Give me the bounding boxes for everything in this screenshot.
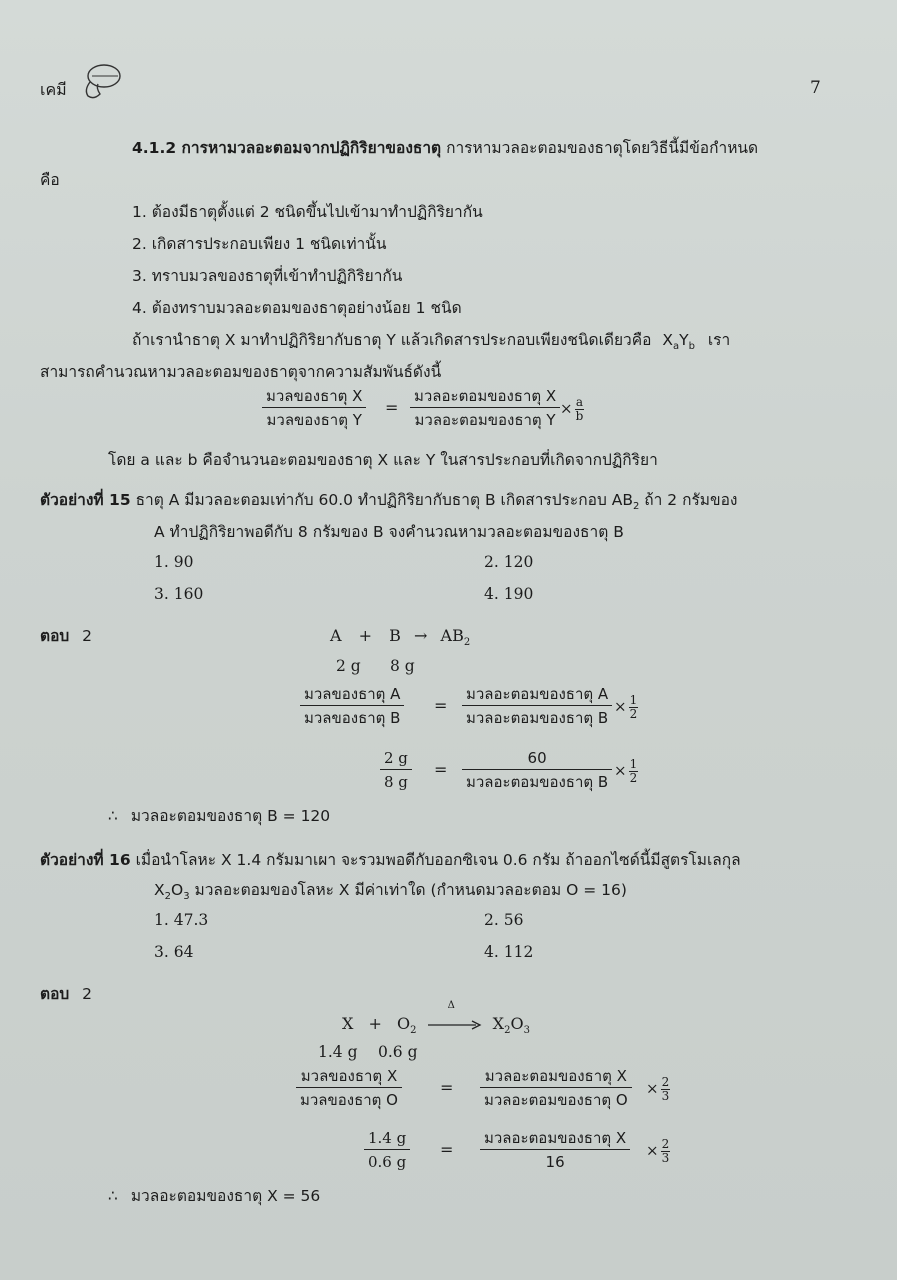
choice-item: 3. 160 [154, 585, 204, 603]
step2-rhs: 60 มวลอะตอมของธาตุ B [462, 748, 612, 792]
choice-item: 2. 120 [484, 553, 534, 571]
paragraph-1-text: ถ้าเรานำธาตุ X มาทำปฏิกิริยากับธาตุ Y แล้วเกิดสารประกอบเพียงชนิดเดียวคือ [132, 331, 652, 349]
rule-item: 1. ต้องมีธาตุตั้งแต่ 2 ชนิดขึ้นไปเข้ามาทำปฏิกิริยากัน [132, 203, 483, 221]
formula-ratio: × $\frac{a}{b}$ [560, 395, 584, 423]
formula-rhs: มวลอะตอมของธาตุ X มวลอะตอมของธาตุ Y [410, 386, 560, 430]
compound-formula: $AB_2$ [611, 491, 640, 513]
subject-label: เคมี [40, 80, 67, 99]
choice-item: 1. 47.3 [154, 911, 209, 929]
paragraph-1-end: เรา [707, 331, 731, 349]
mass-x: 1.4 g [318, 1043, 358, 1061]
reaction-equation: $X + O_2$ Δ $X_2O_3$ [342, 1000, 530, 1037]
mass-a: 2 g [336, 657, 361, 675]
example-16-question: ตัวอย่างที่ 16 เมื่อนำโลหะ X 1.4 กรัมมาเผา จะรวมพอดีกับออกซิเจน 0.6 กรัม ถ้าออกไซด์นี้มีสูตรโมเลกุล [40, 851, 741, 869]
rule-item: 4. ต้องทราบมวลอะตอมของธาตุอย่างน้อย 1 ชนิด [132, 299, 462, 317]
example-15-result: ∴ มวลอะตอมของธาตุ B = 120 [108, 807, 331, 825]
step1-ratio: × $\frac{1}{2}$ [614, 693, 638, 721]
equals-sign: = [440, 1140, 454, 1159]
equals-sign: = [385, 398, 399, 417]
equals-sign: = [434, 760, 448, 779]
step1-rhs: มวลอะตอมของธาตุ A มวลอะตอมของธาตุ B [462, 684, 612, 728]
mass-b: 8 g [390, 657, 415, 675]
step2-lhs: $\frac{2 g}{8 g}$ [380, 748, 412, 792]
step1-rhs: มวลอะตอมของธาตุ X มวลอะตอมของธาตุ O [480, 1066, 632, 1110]
section-intro: การหามวลอะตอมของธาตุโดยวิธีนี้มีข้อกำหนด [446, 139, 759, 157]
paragraph-2: สามารถคำนวณหามวลอะตอมของธาตุจากความสัมพันธ์ดังนี้ [40, 363, 442, 381]
section-heading: 4.1.2 การหามวลอะตอมจากปฏิกิริยาของธาตุ [132, 139, 442, 157]
heat-arrow: Δ [426, 1014, 484, 1033]
step1-ratio: × $\frac{2}{3}$ [646, 1075, 670, 1103]
choice-item: 4. 190 [484, 585, 534, 603]
formula-lhs: มวลของธาตุ X มวลของธาตุ Y [262, 386, 366, 430]
compound-formula: $X_aY_b$ [662, 331, 695, 353]
step2-ratio: × $\frac{1}{2}$ [614, 757, 638, 785]
section-heading-line [132, 138, 758, 158]
equals-sign: = [440, 1078, 454, 1097]
step1-lhs: มวลของธาตุ A มวลของธาตุ B [300, 684, 404, 728]
answer-line: ตอบ 2 [40, 985, 93, 1003]
example-15-question: ตัวอย่างที่ 15 ธาตุ A มีมวลอะตอมเท่ากับ 60.0 ทำปฏิกิริยากับธาตุ B เกิดสารประกอบ $AB_2$ ถ้า 2 กรัมของ [40, 491, 738, 513]
formula-note: โดย a และ b คือจำนวนอะตอมของธาตุ X และ Y ในสารประกอบที่เกิดจากปฏิกิริยา [108, 451, 658, 469]
equals-sign: = [434, 696, 448, 715]
choice-item: 1. 90 [154, 553, 194, 571]
page-number: 7 [810, 78, 821, 98]
step2-lhs: $\frac{1.4 g}{0.6 g}$ [364, 1128, 410, 1172]
choice-item: 4. 112 [484, 943, 534, 961]
example-15-question-cont: A ทำปฏิกิริยาพอดีกับ 8 กรัมของ B จงคำนวณหามวลอะตอมของธาตุ B [154, 523, 624, 541]
section-intro-cont: คือ [40, 171, 60, 189]
step2-ratio: × $\frac{2}{3}$ [646, 1137, 670, 1165]
choice-item: 3. 64 [154, 943, 194, 961]
mass-o: 0.6 g [378, 1043, 418, 1061]
rule-item: 2. เกิดสารประกอบเพียง 1 ชนิดเท่านั้น [132, 235, 387, 253]
choice-item: 2. 56 [484, 911, 524, 929]
reaction-equation: $A + B \to AB_2$ [330, 626, 471, 649]
rule-item: 3. ทราบมวลของธาตุที่เข้าทำปฏิกิริยากัน [132, 267, 403, 285]
answer-line: ตอบ 2 [40, 627, 93, 645]
example-16-label: ตัวอย่างที่ 16 [40, 851, 131, 869]
subject-logo-icon [80, 60, 124, 102]
example-16-result: ∴ มวลอะตอมของธาตุ X = 56 [108, 1187, 321, 1205]
paragraph-1 [132, 330, 730, 357]
step2-rhs: มวลอะตอมของธาตุ X 16 [480, 1128, 630, 1172]
step1-lhs: มวลของธาตุ X มวลของธาตุ O [296, 1066, 402, 1110]
example-16-question-cont: $X_2O_3$ มวลอะตอมของโลหะ X มีค่าเท่าใด (กำหนดมวลอะตอม O = 16) [154, 881, 627, 903]
oxide-formula: $X_2O_3$ [154, 881, 190, 903]
example-15-label: ตัวอย่างที่ 15 [40, 491, 131, 509]
